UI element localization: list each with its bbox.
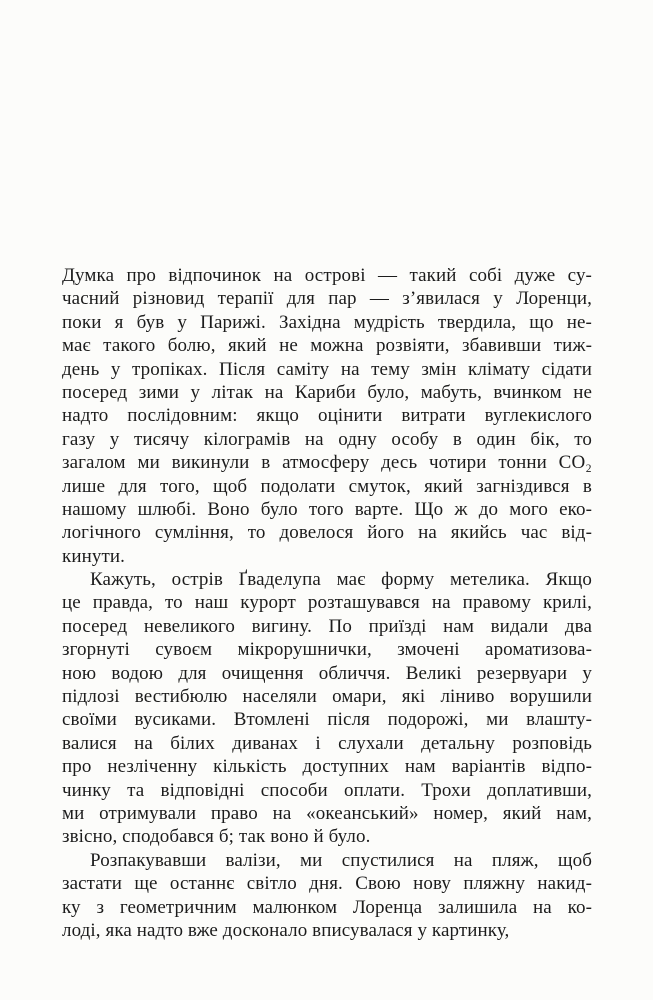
text-line: посеред невеликого вигину. По приїзді нам видали два — [62, 615, 592, 637]
text-line: надто послідовним: якщо оцінити витрати вуглекислого — [62, 405, 592, 427]
text-line: газу у тисячу кілограмів на одну особу в один бік, то — [62, 428, 592, 450]
text-line: ми отримували право на «океанський» номер, який нам, — [62, 802, 592, 824]
paragraph — [62, 264, 592, 568]
paragraph — [62, 849, 592, 943]
paragraph — [62, 568, 592, 849]
text-line: лише для того, щоб подолати смуток, який загніздився в — [62, 475, 592, 497]
text-line: це правда, то наш курорт розташувався на правому крилі, — [62, 592, 592, 614]
text-line: поки я був у Парижі. Західна мудрість твердила, що не- — [62, 311, 592, 333]
text-line: ку з геометричним малюнком Лоренца залишила на ко- — [62, 896, 592, 918]
text-line: своїми вусиками. Втомлені після подорожі, ми влашту- — [62, 709, 592, 731]
text-line: застати ще останнє світло дня. Свою нову пляжну накид- — [62, 873, 592, 895]
text-line: посеред зими у літак на Кариби було, мабуть, вчинком не — [62, 381, 592, 403]
text-line: звісно, сподобався б; так воно й було. — [62, 826, 371, 848]
text-line: про незліченну кількість доступних нам варіантів відпо- — [62, 756, 592, 778]
text-line: день у тропіках. Після саміту на тему змін клімату сідати — [62, 358, 592, 380]
text-line: валися на білих диванах і слухали детальну розповідь — [62, 732, 592, 754]
text-line: логічного сумління, то довелося його на якийсь час від- — [62, 522, 592, 544]
text-line: підлозі вестибюлю населяли омари, які ліниво ворушили — [62, 686, 592, 708]
text-line: лоді, яка надто вже досконало вписувалася у картинку, — [62, 919, 510, 941]
text-line: Думка про відпочинок на острові — такий собі дуже су- — [62, 265, 592, 286]
text-line: Кажуть, острів Ґваделупа має форму метелика. Якщо — [90, 569, 592, 591]
text-block — [62, 264, 592, 942]
text-line: має такого болю, який не можна розвіяти, збавивши тиж- — [62, 335, 592, 357]
text-line: згорнуті сувоєм мікрорушнички, змочені ароматизова- — [62, 639, 592, 661]
text-line: ною водою для очищення обличчя. Великі резервуари у — [62, 662, 592, 684]
text-line: загалом ми викинули в атмосферу десь чотири тонни CO₂ — [62, 452, 592, 474]
text-line: кинути. — [62, 545, 125, 567]
text-line: чинку та відповідні способи оплати. Трохи доплативши, — [62, 779, 592, 801]
text-line: Розпакувавши валізи, ми спустилися на пляж, щоб — [90, 849, 592, 871]
text-line: часний різновид терапії для пар — з’явилася у Лоренци, — [62, 288, 592, 310]
text-line: нашому шлюбі. Воно було того варте. Що ж до мого еко- — [62, 498, 592, 520]
